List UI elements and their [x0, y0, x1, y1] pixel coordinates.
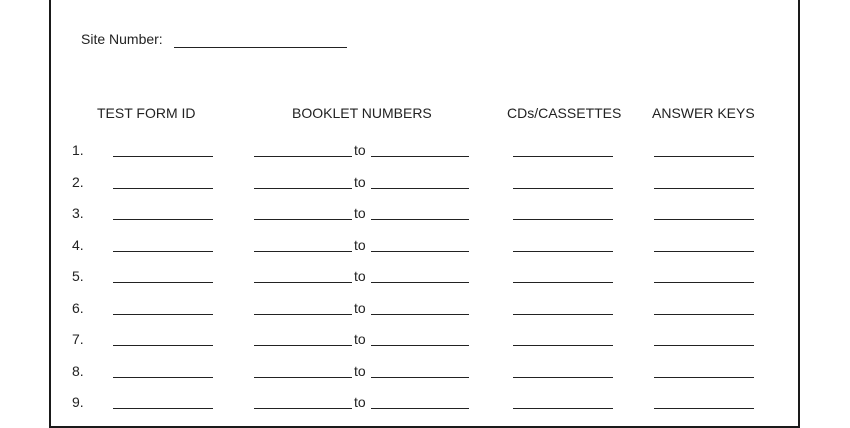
cds-cassettes-field[interactable] [513, 188, 613, 189]
booklet-to-field[interactable] [371, 156, 469, 157]
cds-cassettes-field[interactable] [513, 251, 613, 252]
to-label: to [354, 362, 366, 379]
booklet-from-field[interactable] [254, 314, 352, 315]
row-number: 5. [72, 268, 84, 284]
booklet-from-field[interactable] [254, 219, 352, 220]
answer-keys-field[interactable] [654, 219, 754, 220]
answer-keys-field[interactable] [654, 314, 754, 315]
booklet-to-field[interactable] [371, 219, 469, 220]
form-row [0, 205, 850, 225]
to-label: to [354, 394, 366, 410]
test-form-id-field[interactable] [113, 188, 213, 189]
test-form-id-field[interactable] [113, 251, 213, 252]
test-form-id-header: TEST FORM ID [97, 105, 196, 121]
answer-keys-field[interactable] [654, 156, 754, 157]
form-row [0, 363, 850, 383]
booklet-to-field[interactable] [371, 282, 469, 283]
booklet-from-field[interactable] [254, 408, 352, 409]
cds-cassettes-field[interactable] [513, 219, 613, 220]
booklet-from-field[interactable] [254, 188, 352, 189]
answer-keys-field[interactable] [654, 408, 754, 409]
form-row [0, 174, 850, 194]
booklet-from-field[interactable] [254, 377, 352, 378]
cds-cassettes-field[interactable] [513, 345, 613, 346]
row-number: 8. [72, 362, 84, 379]
booklet-to-field[interactable] [371, 345, 469, 346]
cds-cassettes-field[interactable] [513, 377, 613, 378]
test-form-id-field[interactable] [113, 282, 213, 283]
answer-keys-field[interactable] [654, 345, 754, 346]
booklet-from-field[interactable] [254, 156, 352, 157]
booklet-to-field[interactable] [371, 377, 469, 378]
booklet-from-field[interactable] [254, 251, 352, 252]
row-number: 9. [72, 394, 84, 410]
answer-keys-field[interactable] [654, 282, 754, 283]
to-label: to [354, 299, 366, 316]
answer-keys-field[interactable] [654, 251, 754, 252]
booklet-from-field[interactable] [254, 345, 352, 346]
booklet-numbers-header: BOOKLET NUMBERS [292, 105, 432, 121]
to-label: to [354, 173, 366, 190]
to-label: to [354, 268, 366, 284]
booklet-from-field[interactable] [254, 282, 352, 283]
test-form-id-field[interactable] [113, 314, 213, 315]
answer-keys-header: ANSWER KEYS [652, 105, 755, 121]
site-number-field[interactable] [174, 47, 347, 48]
row-number: 2. [72, 173, 84, 190]
booklet-to-field[interactable] [371, 408, 469, 409]
answer-keys-field[interactable] [654, 377, 754, 378]
test-form-id-field[interactable] [113, 377, 213, 378]
site-number-label: Site Number: [81, 31, 163, 47]
test-form-id-field[interactable] [113, 156, 213, 157]
answer-keys-field[interactable] [654, 188, 754, 189]
form-row [0, 142, 850, 162]
form-row [0, 394, 850, 414]
to-label: to [354, 142, 366, 158]
row-number: 7. [72, 331, 84, 347]
form-row [0, 300, 850, 320]
test-form-id-field[interactable] [113, 408, 213, 409]
to-label: to [354, 331, 366, 347]
booklet-to-field[interactable] [371, 188, 469, 189]
form-row [0, 331, 850, 351]
cds-cassettes-field[interactable] [513, 282, 613, 283]
cds-cassettes-field[interactable] [513, 156, 613, 157]
form-row [0, 268, 850, 288]
booklet-to-field[interactable] [371, 251, 469, 252]
row-number: 4. [72, 236, 84, 253]
test-form-id-field[interactable] [113, 345, 213, 346]
to-label: to [354, 236, 366, 253]
cds-cassettes-header: CDs/CASSETTES [507, 105, 622, 121]
cds-cassettes-field[interactable] [513, 408, 613, 409]
row-number: 1. [72, 142, 84, 158]
booklet-to-field[interactable] [371, 314, 469, 315]
row-number: 3. [72, 205, 84, 221]
to-label: to [354, 205, 366, 221]
form-row [0, 237, 850, 257]
test-form-id-field[interactable] [113, 219, 213, 220]
row-number: 6. [72, 299, 84, 316]
cds-cassettes-field[interactable] [513, 314, 613, 315]
